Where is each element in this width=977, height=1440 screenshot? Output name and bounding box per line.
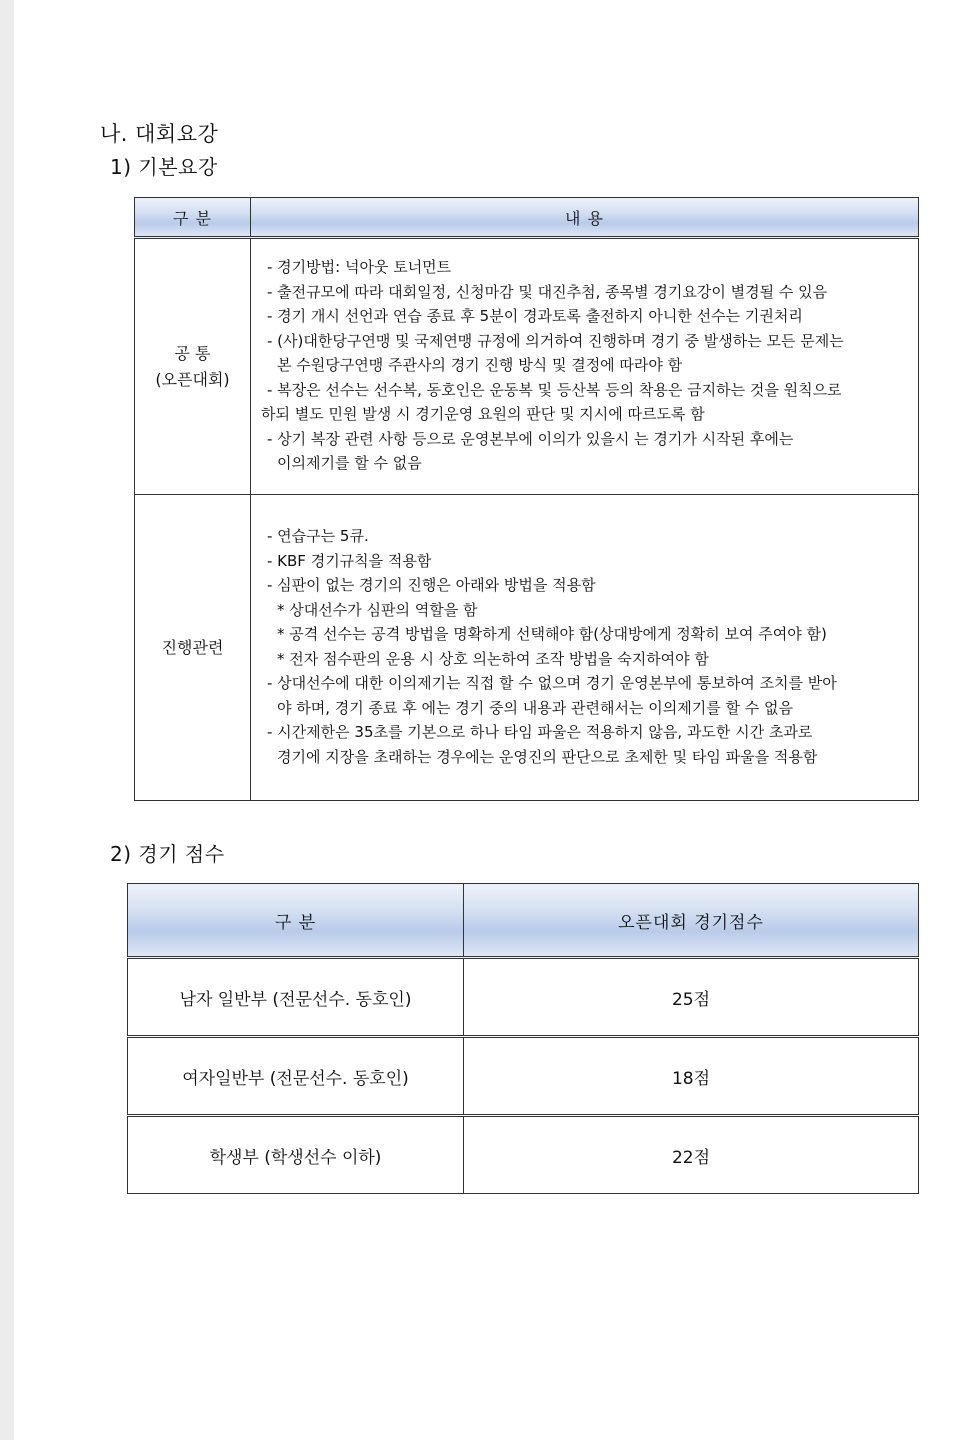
table-row xyxy=(128,1037,919,1116)
content-line: - 심판이 없는 경기의 진행은 아래와 방법을 적용함 xyxy=(267,576,596,594)
table-row xyxy=(135,238,919,495)
basic-rules-table xyxy=(134,197,919,801)
table-row xyxy=(128,958,919,1037)
content-line: 이의제기를 할 수 없음 xyxy=(277,454,422,473)
score-table xyxy=(127,883,919,1194)
content-line: 하되 별도 민원 발생 시 경기운영 요원의 판단 및 지시에 따르도록 함 xyxy=(261,405,705,424)
document-page xyxy=(14,0,977,1440)
header-category: 구 분 xyxy=(135,198,251,238)
score-value: 18점 xyxy=(464,1037,919,1116)
score-category: 남자 일반부 (전문선수. 동호인) xyxy=(128,958,464,1037)
content-line: - 출전규모에 따라 대회일정, 신청마감 및 대진추첨, 종목별 경기요강이 별경될 수 있음 xyxy=(267,282,828,301)
row-content-common xyxy=(251,238,919,495)
content-line: - 경기방법: 넉아웃 토너먼트 xyxy=(267,258,452,277)
header-category: 구 분 xyxy=(128,884,464,958)
score-category: 학생부 (학생선수 이하) xyxy=(128,1116,464,1194)
table-header-row xyxy=(128,884,919,958)
row-category-common xyxy=(135,238,251,495)
table-row xyxy=(128,1116,919,1194)
section-title: 나. 대회요강 xyxy=(100,122,219,146)
content-line: - 상기 복장 관련 사항 등으로 운영본부에 이의가 있을시 는 경기가 시작된 후에는 xyxy=(267,429,794,448)
score-title: 2) 경기 점수 xyxy=(110,842,225,866)
content-line: - 복장은 선수는 선수복, 동호인은 운동복 및 등산복 등의 착용은 금지하는 것을 원칙으로 xyxy=(267,380,842,399)
category-line: (오픈대회) xyxy=(155,369,230,389)
content-line: * 공격 선수는 공격 방법을 명확하게 선택해야 함(상대방에게 정확히 보여 주여야 함) xyxy=(277,625,827,643)
score-value: 25점 xyxy=(464,958,919,1037)
content-line: - KBF 경기규칙을 적용함 xyxy=(267,551,432,570)
header-score: 오픈대회 경기점수 xyxy=(464,884,919,958)
row-content-progress xyxy=(251,495,919,801)
basic-rules-title: 1) 기본요강 xyxy=(110,155,218,179)
content-line: - 상대선수에 대한 이의제기는 직접 할 수 없으며 경기 운영본부에 통보하여 조치를 받아 xyxy=(267,674,837,692)
content-line: 경기에 지장을 초래하는 경우에는 운영진의 판단으로 초제한 및 타임 파울을 적용함 xyxy=(277,747,818,766)
row-category-progress: 진행관련 xyxy=(135,495,251,801)
content-line: * 전자 점수판의 운용 시 상호 의논하여 조작 방법을 숙지하여야 함 xyxy=(277,649,709,668)
content-line: - 연습구는 5큐. xyxy=(267,527,369,545)
content-line: 본 수원당구연맹 주관사의 경기 진행 방식 및 결정에 따라야 함 xyxy=(277,356,683,375)
score-value: 22점 xyxy=(464,1116,919,1194)
content-line: 야 하며, 경기 종료 후 에는 경기 중의 내용과 관련해서는 이의제기를 할 수 없음 xyxy=(277,698,793,717)
score-category: 여자일반부 (전문선수. 동호인) xyxy=(128,1037,464,1116)
header-content: 내 용 xyxy=(251,198,919,238)
content-line: * 상대선수가 심판의 역할을 함 xyxy=(277,600,478,619)
table-row xyxy=(135,495,919,801)
content-line: - 시간제한은 35초를 기본으로 하나 타임 파울은 적용하지 않음, 과도한 시간 초과로 xyxy=(267,723,813,741)
category-line: 공 통 xyxy=(174,343,211,363)
table-header-row xyxy=(135,198,919,238)
content-line: - 경기 개시 선언과 연습 종료 후 5분이 경과토록 출전하지 아니한 선수는 기권처리 xyxy=(267,307,803,326)
content-line: - (사)대한당구연맹 및 국제연맹 규정에 의거하여 진행하며 경기 중 발생하는 모든 문제는 xyxy=(267,331,844,350)
